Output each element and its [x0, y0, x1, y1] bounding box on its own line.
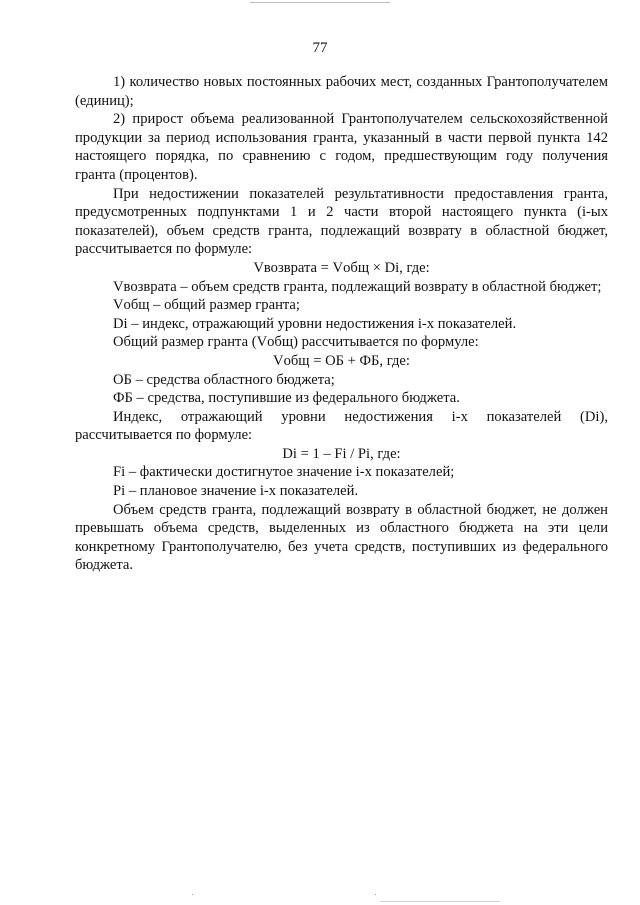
formula-index: Di = 1 – Fi / Pi, где: [282, 445, 401, 462]
definition-fb: ФБ – средства, поступившие из федерального бюджета. [113, 390, 460, 407]
scan-artifact-bottom [380, 901, 500, 902]
document-body [75, 73, 608, 575]
paragraph-new-jobs: 1) количество новых постоянных рабочих мест, созданных Грантополучателем (единиц); [75, 74, 608, 109]
scan-artifact-top [250, 2, 390, 3]
paragraph-production-growth: 2) прирост объема реализованной Грантополучателем сельскохозяйственной продукции за период использования гранта, указанный в части первой пункта 142 настоящего порядка, по сравнению с годом, предшествующим году получения гранта (процентов). [75, 111, 608, 183]
definition-v-total: Vобщ – общий размер гранта; [113, 297, 300, 314]
definition-ob: ОБ – средства областного бюджета; [113, 371, 335, 388]
definition-di: Di – индекс, отражающий уровни недостижения i-х показателей. [113, 315, 517, 332]
scan-artifact-dot [192, 894, 193, 895]
page-number: 77 [312, 40, 328, 56]
paragraph-index-formula-intro: Индекс, отражающий уровни недостижения i-х показателей (Di), рассчитывается по формуле: [75, 408, 608, 444]
definition-fi: Fi – фактически достигнутое значение i-х показателей; [113, 464, 455, 481]
definition-pi: Pi – плановое значение i-х показателей. [113, 483, 359, 500]
formula-total-grant: Vобщ = ОБ + ФБ, где: [273, 352, 410, 369]
paragraph-non-achievement: При недостижении показателей результативности предоставления гранта, предусмотренных подпунктами 1 и 2 части второй настоящего пункта (i-ых показателей), объем средств гранта, подлежащий возврату в областной бюджет, рассчитывается по формуле: [75, 185, 608, 258]
formula-refund-volume: Vвозврата = Vобщ × Di, где: [253, 259, 430, 276]
scan-artifact-dot [375, 894, 376, 895]
definition-v-refund: Vвозврата – объем средств гранта, подлежащий возврату в областной бюджет; [113, 278, 602, 295]
paragraph-total-grant-formula-intro: Общий размер гранта (Vобщ) рассчитывается по формуле: [113, 334, 479, 351]
paragraph-refund-limit: Объем средств гранта, подлежащий возврату в областной бюджет, не должен превышать объема средств, выделенных из областного бюджета на эти цели конкретному Грантополучателю, без учета средств, поступивших из федерального бюджета. [75, 501, 608, 574]
